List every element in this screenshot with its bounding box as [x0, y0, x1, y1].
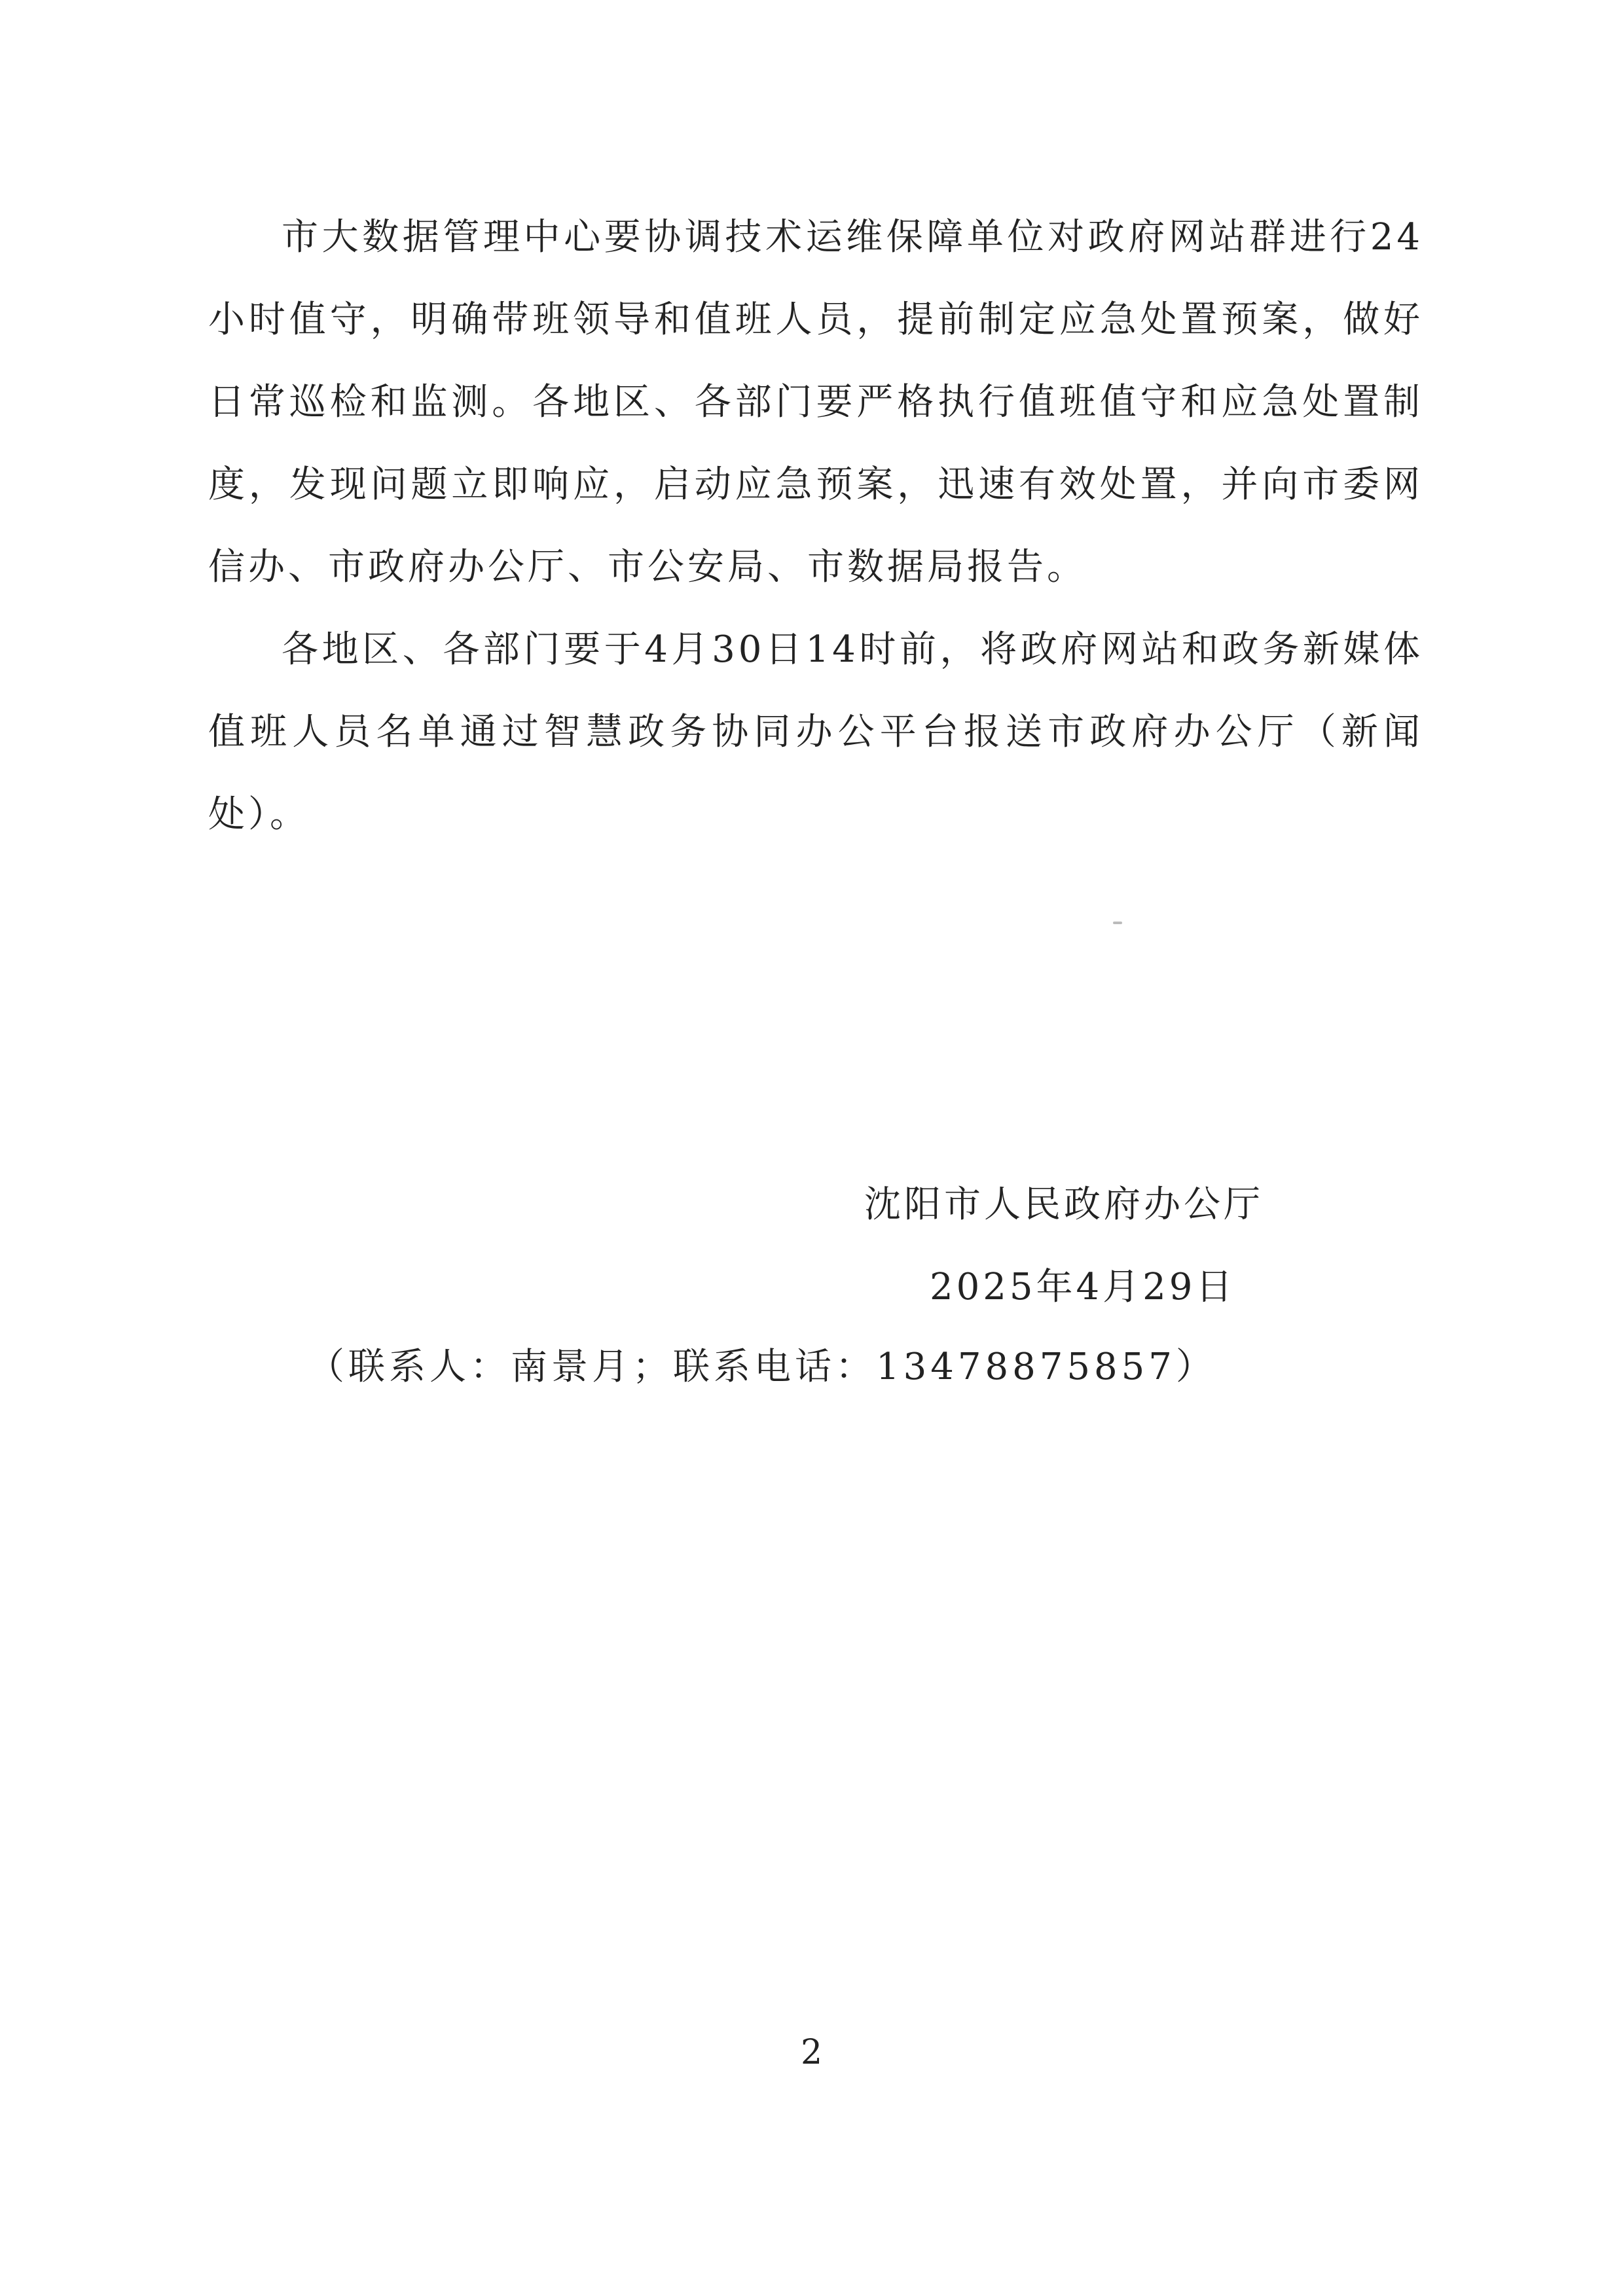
- page-number: 2: [800, 2033, 823, 2072]
- contact-info: （联系人：南景月；联系电话：13478875857）: [308, 1346, 1216, 1388]
- paragraph-submission-deadline: 各地区、各部门要于4月30日14时前，将政府网站和政务新媒体值班人员名单通过智慧政务协同办公平台报送市政府办公厅（新闻处）。: [208, 628, 1423, 836]
- paragraph-duty-arrangement: 市大数据管理中心要协调技术运维保障单位对政府网站群进行24小时值守，明确带班领导和值班人员，提前制定应急处置预案，做好日常巡检和监测。各地区、各部门要严格执行值班值守和应急处置制度，发现问题立即响应，启动应急预案，迅速有效处置，并向市委网信办、市政府办公厅、市公安局、市数据局报告。: [208, 216, 1423, 588]
- scan-speck: [1113, 922, 1122, 924]
- issue-date: 2025年4月29日: [930, 1266, 1236, 1308]
- document-body: [208, 196, 1423, 856]
- issuer-signature: 沈阳市人民政府办公厅: [864, 1183, 1264, 1226]
